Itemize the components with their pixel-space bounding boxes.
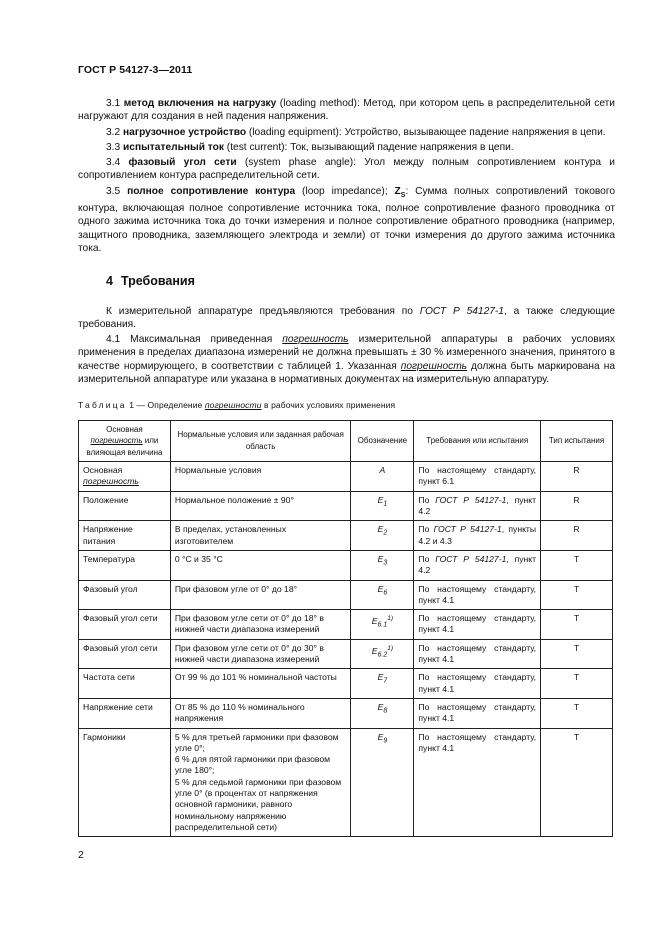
cell-test-type: T — [541, 698, 613, 728]
designation-symbol: A — [379, 465, 386, 476]
header-quantity-b: или влияющая величина — [86, 436, 163, 457]
header-quantity — [79, 420, 171, 462]
cell-requirements: По настоящему стандарту, пункт 6.1 — [414, 462, 541, 492]
designation-symbol: E — [377, 731, 384, 742]
intro-reference: ГОСТ Р 54127-1 — [419, 305, 504, 317]
section-intro — [78, 305, 615, 332]
header-requirements: Требования или испытания — [414, 420, 541, 462]
cell-quantity — [79, 610, 171, 640]
symbol-subscript: S — [400, 191, 406, 199]
definition-number: 3.2 — [106, 126, 121, 138]
definition-number: 3.4 — [106, 157, 121, 169]
quantity-name: Напряжение сети — [83, 701, 153, 712]
condition-line: 5 % для седьмой гармоники при фазовом угле 0° (в процентах от напряжения основной гармоники, равного номинальному напряжению распределительной сети) — [174, 776, 342, 832]
cell-quantity — [79, 550, 171, 580]
section-number: 4 — [106, 274, 113, 289]
cell-requirements — [414, 491, 541, 521]
cell-requirements: По настоящему стандарту, пункт 4.1 — [414, 669, 541, 699]
cell-requirements: По настоящему стандарту, пункт 4.1 — [414, 698, 541, 728]
requirement-pre: По — [418, 494, 436, 505]
cell-test-type: T — [541, 639, 613, 669]
cell-conditions: В пределах, установленных изготовителем — [170, 521, 351, 551]
cell-test-type: T — [541, 580, 613, 610]
cell-quantity — [79, 580, 171, 610]
cell-designation — [351, 639, 414, 669]
condition-line: 5 % для третьей гармоники при фазовом угле 0°; — [174, 731, 339, 753]
table-row — [79, 698, 613, 728]
quantity-name: Гармоники — [83, 731, 126, 742]
cell-quantity — [79, 462, 171, 492]
definition-term: полное сопротивление контура — [127, 185, 296, 197]
cell-designation — [351, 698, 414, 728]
cell-designation — [351, 728, 414, 837]
cell-requirements: По настоящему стандарту, пункт 4.1 — [414, 728, 541, 837]
header-quantity-term: погрешность — [90, 436, 143, 446]
table-row — [79, 491, 613, 521]
p41-term-2: погрешность — [400, 360, 468, 372]
designation-subscript: 1 — [383, 500, 388, 508]
quantity-term: погрешность — [83, 476, 139, 487]
caption-text: 1 — Определение — [126, 400, 205, 411]
definition-3.3 — [78, 141, 615, 154]
caption-label: Таблица — [78, 400, 127, 411]
designation-footnote: 1) — [387, 615, 394, 623]
designation-symbol: E — [371, 645, 378, 656]
condition-line: 6 % для пятой гармоники при фазовом угле 180°; — [174, 754, 331, 776]
table-row — [79, 580, 613, 610]
requirement-reference: ГОСТ Р 54127-1 — [435, 494, 507, 505]
definition-3.2 — [78, 126, 615, 139]
cell-conditions: 0 °С и 35 °С — [170, 550, 351, 580]
requirement-reference: ГОСТ Р 54127-1 — [433, 524, 502, 535]
definition-text: (loading method): Метод, при котором цепь в распределительной сети нагружают для создания в ней падения напряжения. — [78, 98, 615, 123]
cell-conditions: От 85 % до 110 % номинального напряжения — [170, 698, 351, 728]
p41-text-c: должна быть маркирована на измерительной аппаратуре или указана в нормативных документах на измерительную аппаратуру. — [78, 360, 615, 386]
symbol-letter: Z — [394, 185, 401, 197]
cell-requirements — [414, 521, 541, 551]
definitions-list — [78, 97, 615, 255]
section-title: Требования — [120, 274, 195, 289]
header-designation: Обозначение — [351, 420, 414, 462]
quantity-name: Температура — [83, 553, 136, 564]
document-header: ГОСТ Р 54127-3—2011 — [78, 64, 193, 76]
definition-3.5 — [78, 185, 615, 256]
cell-requirements: По настоящему стандарту, пункт 4.1 — [414, 610, 541, 640]
cell-designation — [351, 610, 414, 640]
definition-text: (system phase angle): Угол между полным сопротивлением контура и сопротивлением контура распределительной сети. — [78, 157, 615, 182]
quantity-name: Фазовый угол — [83, 583, 138, 594]
definition-symbol — [395, 186, 406, 197]
cell-conditions: Нормальное положение ± 90° — [170, 491, 351, 521]
quantity-name: Частота сети — [83, 672, 135, 683]
cell-test-type: T — [541, 669, 613, 699]
table-row — [79, 462, 613, 492]
designation-subscript: 6.2 — [377, 651, 388, 659]
cell-quantity — [79, 728, 171, 837]
cell-quantity — [79, 698, 171, 728]
cell-requirements: По настоящему стандарту, пункт 4.1 — [414, 580, 541, 610]
requirement-pre: По — [418, 553, 436, 564]
cell-designation — [351, 462, 414, 492]
caption-term: погрешности — [204, 400, 262, 411]
designation-symbol: E — [377, 583, 384, 594]
designation-subscript: 8 — [383, 707, 388, 715]
page-number: 2 — [78, 849, 84, 861]
cell-conditions: При фазовом угле сети от 0° до 18° в нижней части диапазона измерений — [170, 610, 351, 640]
intro-text-end: , а также следующие требования. — [78, 305, 615, 330]
table-row — [79, 639, 613, 669]
cell-test-type: T — [541, 550, 613, 580]
quantity-name: Положение — [83, 494, 129, 505]
requirements-table — [78, 420, 613, 838]
quantity-name: Фазовый угол сети — [83, 613, 158, 624]
cell-conditions: При фазовом угле от 0° до 18° — [170, 580, 351, 610]
designation-symbol: E — [377, 701, 384, 712]
section-heading — [106, 275, 615, 288]
cell-test-type: R — [541, 491, 613, 521]
definition-3.4 — [78, 156, 615, 183]
designation-symbol: E — [371, 616, 378, 626]
intro-text: К измерительной аппаратуре предъявляются требования по — [106, 305, 420, 317]
designation-subscript: 9 — [383, 737, 388, 745]
designation-footnote: 1) — [387, 644, 394, 652]
cell-conditions — [170, 728, 351, 837]
cell-designation — [351, 491, 414, 521]
cell-conditions: При фазовом угле сети от 0° до 30° в нижней части диапазона измерений — [170, 639, 351, 669]
quantity-name: Напряжение питания — [83, 524, 133, 546]
definition-text: (loading equipment): Устройство, вызывающее падение напряжения в цепи. — [246, 126, 606, 138]
cell-designation — [351, 669, 414, 699]
table-row — [79, 550, 613, 580]
requirement-post: , пункт 4.2 — [418, 553, 537, 576]
definition-term: фазовый угол сети — [128, 157, 237, 169]
cell-quantity — [79, 669, 171, 699]
cell-designation — [351, 550, 414, 580]
designation-subscript: 2 — [383, 530, 388, 538]
cell-quantity — [79, 639, 171, 669]
table-header-row — [79, 420, 613, 462]
definition-number: 3.5 — [106, 185, 121, 197]
cell-quantity — [79, 521, 171, 551]
cell-designation — [351, 580, 414, 610]
definition-3.1 — [78, 97, 615, 124]
requirement-reference: ГОСТ Р 54127-1 — [435, 553, 507, 564]
definition-term: метод включения на нагрузку — [123, 98, 277, 109]
requirement-post: , пункты 4.2 и 4.3 — [418, 524, 537, 546]
cell-test-type: R — [541, 521, 613, 551]
cell-requirements: По настоящему стандарту, пункт 4.1 — [414, 639, 541, 669]
page-content — [78, 97, 615, 837]
cell-conditions: Нормальные условия — [170, 462, 351, 492]
table-caption — [78, 399, 615, 412]
cell-conditions: От 99 % до 101 % номинальной частоты — [170, 669, 351, 699]
designation-subscript: 6.1 — [377, 621, 388, 629]
definition-text-pre: (loop impedance); — [295, 185, 395, 197]
definition-number: 3.3 — [106, 141, 121, 153]
designation-subscript: 7 — [383, 678, 388, 686]
requirement-post: , пункт 4.2 — [418, 494, 537, 517]
definition-term: нагрузочное устройство — [123, 126, 247, 138]
paragraph-4-1 — [78, 333, 615, 386]
designation-subscript: 3 — [383, 559, 388, 567]
designation-symbol: E — [377, 494, 384, 505]
designation-symbol: E — [377, 672, 384, 683]
caption-text-end: в рабочих условиях применения — [261, 400, 396, 411]
cell-quantity — [79, 491, 171, 521]
table-row — [79, 521, 613, 551]
designation-subscript: 6 — [383, 589, 388, 597]
header-quantity-a: Основная — [106, 424, 143, 434]
table-body — [79, 462, 613, 837]
header-conditions: Нормальные условия или заданная рабочая область — [170, 420, 351, 462]
p41-text-b: измерительной аппаратуры в рабочих условиях применения в пределах диапазона измерений не должна превышать ± 30 % измеренного значения, принятого в качестве нормирующего, в соответствии с таблицей 1. Указанная — [78, 334, 615, 372]
cell-designation — [351, 521, 414, 551]
p41-text-a: 4.1 Максимальная приведенная — [106, 334, 283, 346]
designation-symbol: E — [377, 553, 384, 564]
table-row — [79, 669, 613, 699]
quantity-name: Основная — [83, 465, 123, 476]
quantity-name: Фазовый угол сети — [83, 642, 158, 653]
cell-test-type: T — [541, 610, 613, 640]
table-row — [79, 728, 613, 837]
cell-test-type: R — [541, 462, 613, 492]
definition-text: : Сумма полных сопротивлений токового контура, включающая полное сопротивление источника тока, полное сопротивление фазного проводника от одного зажима источника тока до точки измерения и полное сопротивление обратного проводника (например, защитного проводника, заземляющего электрода и земли) от точки измерения до другого зажима источника тока. — [78, 185, 615, 254]
cell-test-type: T — [541, 728, 613, 837]
cell-requirements — [414, 550, 541, 580]
table-row — [79, 610, 613, 640]
p41-term-1: погрешность — [282, 334, 349, 346]
definition-number: 3.1 — [106, 98, 121, 109]
designation-symbol: E — [377, 524, 384, 535]
requirement-pre: По — [418, 524, 434, 535]
definition-text: (test current): Ток, вызывающий падение напряжения в цепи. — [223, 141, 514, 153]
definition-term: испытательный ток — [123, 141, 224, 153]
header-test-type: Тип испытания — [541, 420, 613, 462]
